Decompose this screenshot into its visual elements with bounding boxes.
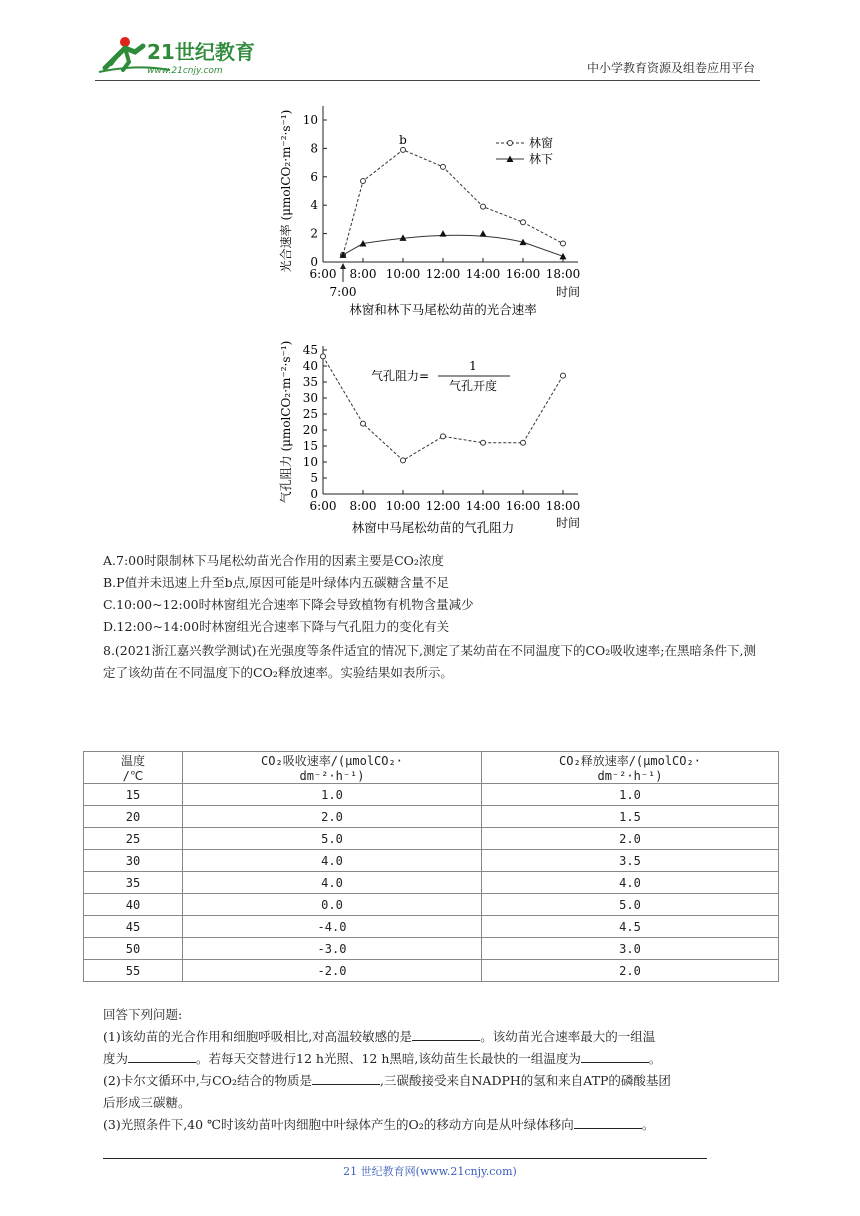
y-tick-label: 25 [302,407,318,421]
x-tick-label: 16:00 [505,267,541,281]
answer-blank[interactable] [574,1116,642,1129]
data-point-open [441,164,446,169]
option-a: A.7:00时限制林下马尾松幼苗光合作用的因素主要是CO₂浓度 [103,553,444,568]
y-tick-label: 30 [302,391,318,405]
chart-title: 林窗和林下马尾松幼苗的光合速率 [349,302,537,317]
svg-text:21世纪教育: 21世纪教育 [147,40,255,64]
x-tick-label: 10:00 [385,267,421,281]
temperature-cell: 35 [84,872,183,894]
absorption-header: CO₂吸收速率/(μmolCO₂· dm⁻²·h⁻¹) [183,752,482,784]
extra-tick-label: 7:00 [329,285,357,299]
absorption-cell: -3.0 [183,938,482,960]
table-row [84,960,779,982]
y-tick-label: 8 [310,141,318,156]
questions-block: 回答下列问题: (1)该幼苗的光合作用和细胞呼吸相比,对高温较敏感的是 。该幼苗光合速率最大的一组温 度为 。若每天交替进行12 h光照、12 h黑暗,该幼苗生长最快的一组温度为 。 (2)卡尔文循环中,与CO₂结合的物质是 ,三碳酸接受来自NADPH的氢和来自ATP的磷酸基团 后形成三碳糖。 (3)光照条件下,40 ℃时该幼苗叶肉细胞中叶绿体产生的O₂的移动方向是从叶绿体移向 。 [103,1004,768,1136]
temperature-header: 温度 /℃ [84,752,183,784]
data-point-open [401,458,406,463]
x-axis-label: 时间 [555,516,581,530]
x-tick-label: 18:00 [545,267,581,281]
temperature-cell: 45 [84,916,183,938]
table-row [84,938,779,960]
question-3: (3)光照条件下,40 ℃时该幼苗叶肉细胞中叶绿体产生的O₂的移动方向是从叶绿体移向 。 [103,1117,655,1132]
y-tick-label: 35 [302,375,318,389]
temperature-cell: 55 [84,960,183,982]
absorption-cell: 1.0 [183,784,482,806]
site-logo[interactable] [95,34,260,76]
x-axis-label: 时间 [555,285,581,299]
release-cell: 1.5 [482,806,779,828]
footer-link[interactable]: 21 世纪教育网(www.21cnjy.com) [343,1165,517,1178]
y-tick-label: 15 [302,439,318,453]
legend-marker-0 [508,141,513,146]
release-header: CO₂释放速率/(μmolCO₂· dm⁻²·h⁻¹) [482,752,779,784]
series-line [323,356,563,460]
answer-blank[interactable] [581,1050,649,1063]
temperature-cell: 30 [84,850,183,872]
data-point-open [401,147,406,152]
y-tick-label: 10 [302,113,318,127]
absorption-cell: 4.0 [183,850,482,872]
data-point-open [361,179,366,184]
answer-blank[interactable] [312,1072,380,1085]
absorption-cell: 5.0 [183,828,482,850]
data-point-open [521,440,526,445]
table-row [84,916,779,938]
data-point-open [561,241,566,246]
table-row [84,894,779,916]
release-cell: 3.0 [482,938,779,960]
legend-label-0: 林窗 [529,136,554,150]
table-row [84,850,779,872]
x-tick-label: 10:00 [385,499,421,513]
data-point-triangle [440,230,447,237]
absorption-cell: 0.0 [183,894,482,916]
option-c: C.10:00~12:00时林窗组光合速率下降会导致植物有机物含量减少 [103,597,474,612]
y-tick-label: 6 [310,169,318,184]
y-axis-label: 光合速率 (μmolCO₂·m⁻²·s⁻¹) [279,109,293,273]
temperature-cell: 20 [84,806,183,828]
x-tick-label: 12:00 [425,267,461,281]
series-line-1 [343,235,563,256]
point-b-label: b [399,132,407,147]
answer-blank[interactable] [412,1028,480,1041]
temperature-cell: 40 [84,894,183,916]
release-cell: 4.5 [482,916,779,938]
x-tick-label: 8:00 [349,267,377,281]
release-cell: 1.0 [482,784,779,806]
question-8-stem: 8.(2021浙江嘉兴教学测试)在光强度等条件适宜的情况下,测定了某幼苗在不同温度下的CO₂吸收速率;在黑暗条件下,测定了该幼苗在不同温度下的CO₂释放速率。实验结果如表所示。 [103,643,756,680]
x-tick-label: 16:00 [505,499,541,513]
svg-text:www.21cnjy.com: www.21cnjy.com [147,66,223,76]
data-point-triangle [560,253,567,260]
table-row [84,872,779,894]
data-point-open [361,421,366,426]
y-tick-label: 0 [310,487,318,501]
table-row [84,784,779,806]
x-tick-label: 8:00 [349,499,377,513]
table-row [84,828,779,850]
data-point-open [521,220,526,225]
data-point-open [321,354,326,359]
y-tick-label: 45 [302,343,318,357]
release-cell: 2.0 [482,828,779,850]
absorption-cell: 4.0 [183,872,482,894]
photosynthesis-chart [268,96,608,330]
table-header-row [84,752,779,784]
data-table [83,751,779,982]
x-tick-label: 18:00 [545,499,581,513]
temperature-cell: 50 [84,938,183,960]
x-tick-label: 12:00 [425,499,461,513]
answers-intro: 回答下列问题: [103,1007,183,1022]
release-cell: 4.0 [482,872,779,894]
footer-divider [103,1158,707,1159]
y-tick-label: 20 [302,423,318,437]
legend-label-1: 林下 [529,152,554,166]
release-cell: 3.5 [482,850,779,872]
y-tick-label: 0 [310,255,318,269]
y-tick-label: 4 [310,198,318,213]
absorption-cell: -2.0 [183,960,482,982]
chart-title: 林窗中马尾松幼苗的气孔阻力 [351,520,515,535]
data-point-triangle [480,230,487,237]
platform-name: 中小学教育资源及组卷应用平台 [586,61,755,75]
formula-numerator: 1 [469,359,477,373]
stomatal-resistance-chart [268,338,608,552]
x-tick-label: 14:00 [465,499,501,513]
option-d: D.12:00~14:00时林窗组光合速率下降与气孔阻力的变化有关 [103,619,450,634]
absorption-cell: -4.0 [183,916,482,938]
formula-left: 气孔阻力= [371,369,430,383]
data-point-open [481,204,486,209]
table-row [84,806,779,828]
answer-blank[interactable] [128,1050,196,1063]
formula-denominator: 气孔开度 [448,379,498,393]
y-tick-label: 2 [310,226,318,241]
temperature-cell: 25 [84,828,183,850]
page-header [95,28,760,81]
temperature-cell: 15 [84,784,183,806]
absorption-cell: 2.0 [183,806,482,828]
option-b: B.P值并未迅速上升至b点,原因可能是叶绿体内五碳糖含量不足 [103,575,450,590]
y-tick-label: 10 [302,455,318,469]
question-1: (1)该幼苗的光合作用和细胞呼吸相比,对高温较敏感的是 。该幼苗光合速率最大的一组温 [103,1029,656,1044]
x-tick-label: 6:00 [309,499,337,513]
arrow-icon [340,263,346,269]
y-tick-label: 40 [302,359,318,373]
release-cell: 5.0 [482,894,779,916]
question-2: (2)卡尔文循环中,与CO₂结合的物质是 ,三碳酸接受来自NADPH的氢和来自ATP的磷酸基团 [103,1073,671,1088]
data-point-open [441,434,446,439]
y-axis-label: 气孔阻力 (μmolCO₂·m⁻²·s⁻¹) [279,340,293,504]
x-tick-label: 14:00 [465,267,501,281]
y-tick-label: 5 [310,471,318,485]
runner-icon [95,34,260,76]
x-tick-label: 6:00 [309,267,337,281]
release-cell: 2.0 [482,960,779,982]
data-point-open [561,373,566,378]
data-point-open [481,440,486,445]
